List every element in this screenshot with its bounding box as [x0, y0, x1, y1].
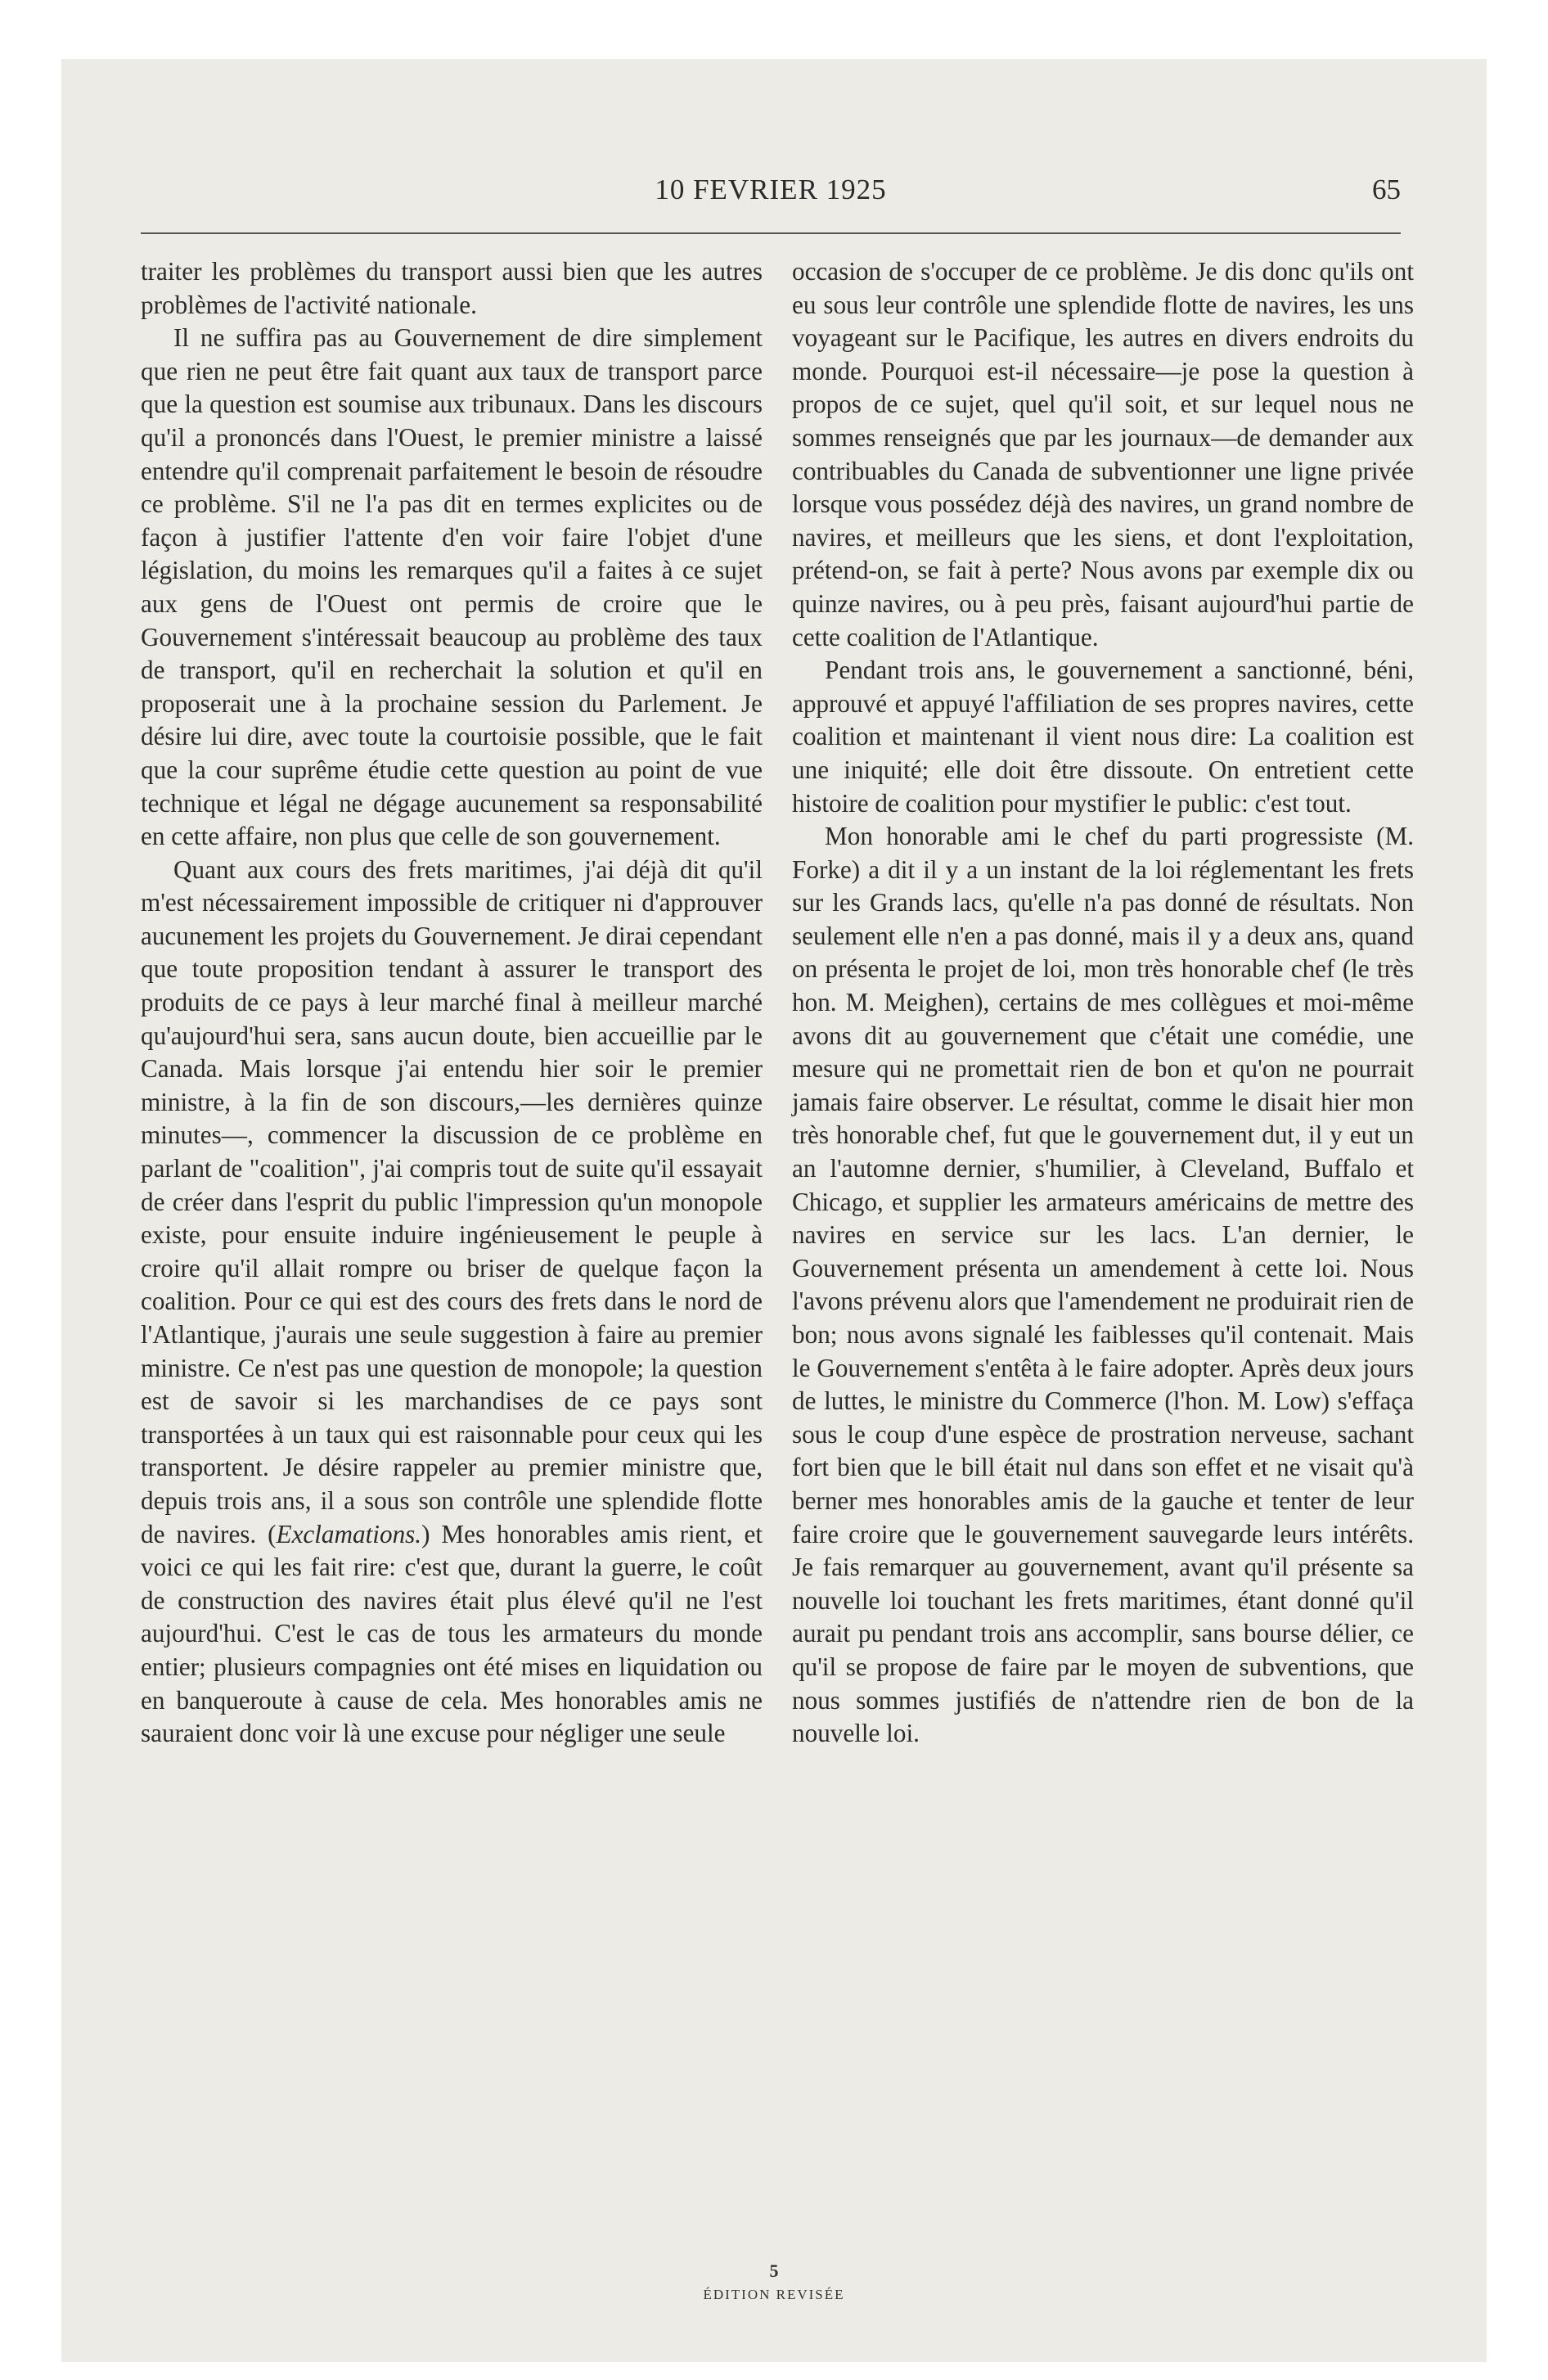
right-column [792, 255, 1414, 1751]
header-rule [141, 232, 1401, 234]
paragraph-text: ) Mes honorables amis rient, et voici ce qui les fait rire: c'est que, durant la guerre, le coût de construction des navires était plus élevé qu'il ne l'est aujourd'hui. C'est le cas de tous les armateurs du monde entier; plusieurs compagnies ont été mises en liquidation ou en banqueroute à cause de cela. Mes honorables amis ne sauraient donc voir là une excuse pour négliger une seule [141, 1519, 763, 1748]
page-header [141, 174, 1401, 223]
edition-label: ÉDITION REVISÉE [703, 2287, 845, 2302]
paragraph: occasion de s'occuper de ce problème. Je dis donc qu'ils ont eu sous leur contrôle une splendide flotte de navires, les uns voyageant sur le Pacifique, les autres en divers endroits du monde. Pourquoi est-il nécessaire—je pose la question à propos de ce sujet, quel qu'il soit, et sur lequel nous ne sommes renseignés que par les journaux—de demander aux contribuables du Canada de subventionner une ligne privée lorsque vous possédez déjà des navires, un grand nombre de navires, et meilleurs que les siens, et dont l'exploitation, prétend-on, se fait à perte? Nous avons par exemple dix ou quinze navires, ou à peu près, faisant aujourd'hui partie de cette coalition de l'Atlantique. [792, 257, 1414, 651]
paragraph: Pendant trois ans, le gouvernement a sanctionné, béni, approuvé et appuyé l'affiliation de ses propres navires, cette coalition et maintenant il vient nous dire: La coalition est une iniquité; elle doit être dissoute. On entretient cette histoire de coalition pour mystifier le public: c'est tout. [792, 656, 1414, 818]
paragraph [141, 854, 763, 1751]
paragraph: traiter les problèmes du transport aussi bien que les autres problèmes de l'activité nationale. [141, 257, 763, 319]
paragraph-text: Quant aux cours des frets maritimes, j'ai déjà dit qu'il m'est nécessairement impossible de critiquer ni d'approuver aucunement les projets du Gouvernement. Je dirai cependant que toute proposition tendant à assurer le transport des produits de ce pays à leur marché final à meilleur marché qu'aujourd'hui sera, sans aucun doute, bien accueillie par le Canada. Mais lorsque j'ai entendu hier soir le premier ministre, à la fin de son discours,—les dernières quinze minutes—, commencer la discussion de ce problème en parlant de "coalition", j'ai compris tout de suite qu'il essayait de créer dans l'esprit du public l'impression qu'un monopole existe, pour ensuite induire ingénieusement le peuple à croire qu'il allait rompre ou briser de quelque façon la coalition. Pour ce qui est des cours des frets dans le nord de l'Atlantique, j'aurais une seule suggestion à faire au premier ministre. Ce n'est pas une question de monopole; la question est de savoir si les marchandises de ce pays sont transportées à un taux qui est raisonnable pour ceux qui les transportent. Je désire rappeler au premier ministre que, depuis trois ans, il a sous son contrôle une splendide flotte de navires. ( [141, 854, 763, 1548]
italic-text: Exclamations. [276, 1519, 422, 1548]
signature-number: 5 [769, 2261, 779, 2281]
page-number: 65 [1372, 174, 1401, 205]
left-column [141, 255, 763, 1751]
paragraph: Il ne suffira pas au Gouvernement de dire simplement que rien ne peut être fait quant aux taux de transport parce que la question est soumise aux tribunaux. Dans les discours qu'il a prononcés dans l'Ouest, le premier ministre a laissé entendre qu'il comprenait parfaitement le besoin de résoudre ce problème. S'il ne l'a pas dit en termes explicites ou de façon à justifier l'attente d'en voir faire l'objet d'une législation, du moins les remarques qu'il a faites à ce sujet aux gens de l'Ouest ont permis de croire que le Gouvernement s'intéressait beaucoup au problème des taux de transport, qu'il en recherchait la solution et qu'il en proposerait une à la prochaine session du Parlement. Je désire lui dire, avec toute la courtoisie possible, que le fait que la cour suprême étudie cette question au point de vue technique et légal ne dégage aucunement sa responsabilité en cette affaire, non plus que celle de son gouvernement. [141, 323, 763, 851]
paragraph: Mon honorable ami le chef du parti progressiste (M. Forke) a dit il y a un instant de la loi réglementant les frets sur les Grands lacs, qu'elle n'a pas donné de résultats. Non seulement elle n'en a pas donné, mais il y a deux ans, quand on présenta le projet de loi, mon très honorable chef (le très hon. M. Meighen), certains de mes collègues et moi-même avons dit au gouvernement que c'était une comédie, une mesure qui ne promettait rien de bon et qu'on ne pourrait jamais faire observer. Le résultat, comme le disait hier mon très honorable chef, fut que le gouvernement dut, il y eut un an l'automne dernier, s'humilier, à Cleveland, Buffalo et Chicago, et supplier les armateurs américains de mettre des navires en service sur les lacs. L'an dernier, le Gouvernement présenta un amendement à cette loi. Nous l'avons prévenu alors que l'amendement ne produirait rien de bon; nous avons signalé les faiblesses qu'il contenait. Mais le Gouvernement s'entêta à le faire adopter. Après deux jours de luttes, le ministre du Commerce (l'hon. M. Low) s'effaça sous le coup d'une espèce de prostration nerveuse, sachant fort bien que le bill était nul dans son effet et ne visait qu'à berner mes honorables amis de la gauche et tenter de leur faire croire que le gouvernement sauvegarde leurs intérêts. Je fais remarquer au gouvernement, avant qu'il présente sa nouvelle loi touchant les frets maritimes, étant donné qu'il aurait pu pendant trois ans accomplir, sans bourse délier, ce qu'il se propose de faire par le moyen de subventions, que nous sommes justifiés de n'attendre rien de bon de la nouvelle loi. [792, 822, 1414, 1748]
header-date: 10 FEVRIER 1925 [655, 174, 887, 205]
